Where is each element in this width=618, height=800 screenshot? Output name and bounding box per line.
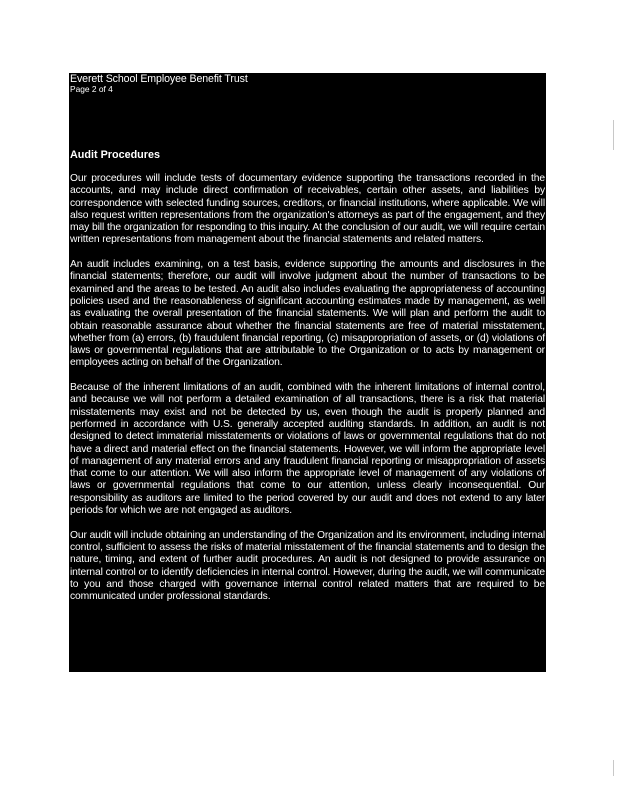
scan-artifact [613,120,614,150]
paragraph: Because of the inherent limitations of an audit, combined with the inherent limitations of internal control, and because we will not perform a detailed examination of all transactions, there is a risk that material misstatements may exist and not be detected by us, even though the audit is properly planned and performed in accordance with U.S. generally accepted auditing standards. In addition, an audit is not designed to detect immaterial misstatements or violations of laws or governmental regulations that do not have a direct and material effect on the financial statements. However, we will inform the appropriate level of management of any material errors and any fraudulent financial reporting or misappropriation of assets that come to our attention. We will also inform the appropriate level of management of any violations of laws or governmental regulations that come to our attention, unless clearly inconsequential. Our responsibility as auditors are limited to the period covered by our audit and does not extend to any later periods for which we are not engaged as auditors. [70,382,545,517]
document-header-title: Everett School Employee Benefit Trust [70,73,248,85]
section-heading: Audit Procedures [70,149,160,161]
paragraph: Our audit will include obtaining an understanding of the Organization and its environment, including internal control, sufficient to assess the risks of material misstatement of the financial statements and to design the nature, timing, and extent of further audit procedures. An audit is not designed to provide assurance on internal control or to identify deficiencies in internal control. However, during the audit, we will communicate to you and those charged with governance internal control related matters that are required to be communicated under professional standards. [70,529,545,603]
page-number: Page 2 of 4 [70,84,113,94]
document-body [69,73,546,672]
paragraph: Our procedures will include tests of documentary evidence supporting the transactions recorded in the accounts, and may include direct confirmation of receivables, certain other assets, and liabilities by correspondence with selected funding sources, creditors, or financial institutions, where applicable. We will also request written representations from the organization's attorneys as part of the engagement, and they may bill the organization for responding to this inquiry. At the conclusion of our audit, we will require certain written representations from management about the financial statements and related matters. [70,173,545,246]
paragraph: An audit includes examining, on a test basis, evidence supporting the amounts and disclosures in the financial statements; therefore, our audit will involve judgment about the number of transactions to be examined and the areas to be tested. An audit also includes evaluating the appropriateness of accounting policies used and the reasonableness of significant accounting estimates made by management, as well as evaluating the overall presentation of the financial statements. We will plan and perform the audit to obtain reasonable assurance about whether the financial statements are free of material misstatement, whether from (a) errors, (b) fraudulent financial reporting, (c) misappropriation of assets, or (d) violations of laws or governmental regulations that are attributable to the Organization or to acts by management or employees acting on behalf of the Organization. [70,259,545,369]
scan-artifact [613,760,614,776]
